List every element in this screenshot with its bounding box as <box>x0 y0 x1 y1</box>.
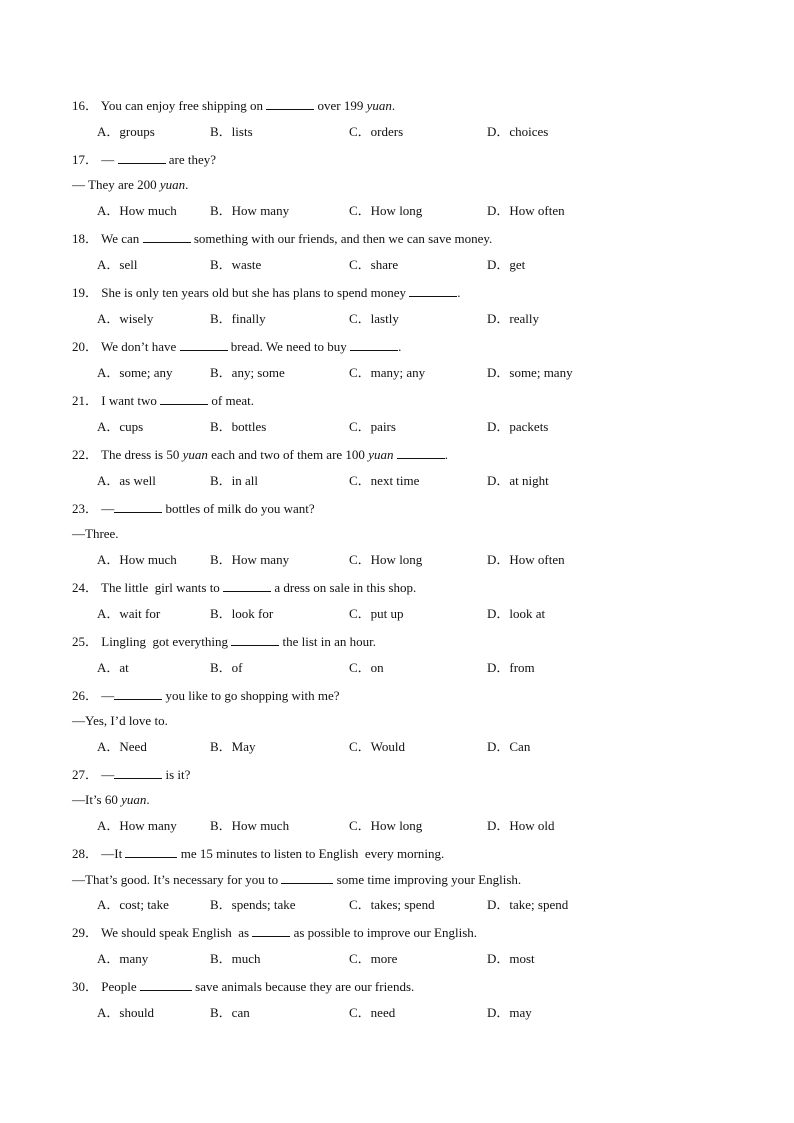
question-number: 20． <box>72 339 102 354</box>
option-b[interactable]: B．any; some <box>210 365 285 380</box>
stem-text: some time improving your English. <box>333 872 522 887</box>
options-row <box>97 660 737 676</box>
option-c[interactable]: C．pairs <box>349 419 396 434</box>
question-17 <box>72 151 216 168</box>
question-22 <box>72 446 448 463</box>
option-d[interactable]: D．from <box>487 660 535 675</box>
option-b[interactable]: B．lists <box>210 124 253 139</box>
stem-text: you like to go shopping with me? <box>162 688 340 703</box>
currency-word: yuan <box>366 98 392 113</box>
stem-text: —That’s good. It’s necessary for you to <box>72 872 282 887</box>
question-number: 22． <box>72 447 102 462</box>
answer-blank <box>114 687 162 700</box>
option-d[interactable]: D．How often <box>487 203 565 218</box>
stem-text: the list in an hour. <box>279 634 377 649</box>
stem-text: She is only ten years old but she has plans to spend money <box>101 285 410 300</box>
option-a[interactable]: A．How much <box>97 552 177 567</box>
options-row <box>97 552 737 568</box>
question-26 <box>72 687 340 704</box>
answer-blank <box>114 500 162 513</box>
dialogue-reply <box>72 177 188 193</box>
answer-blank <box>252 924 290 937</box>
answer-blank <box>180 338 228 351</box>
option-d[interactable]: D．get <box>487 257 526 272</box>
answer-blank <box>409 284 457 297</box>
options-row <box>97 124 737 140</box>
dialogue-reply <box>72 871 521 888</box>
option-c[interactable]: C．need <box>349 1005 396 1020</box>
answer-blank <box>397 446 445 459</box>
stem-text: . <box>146 792 150 807</box>
options-row <box>97 419 737 435</box>
stem-text: save animals because they are our friends. <box>191 979 415 994</box>
option-c[interactable]: C．How long <box>349 818 423 833</box>
dialogue-reply <box>72 713 168 729</box>
currency-word: yuan <box>159 177 186 192</box>
answer-blank <box>118 151 166 164</box>
options-row <box>97 203 737 219</box>
question-number: 21． <box>72 393 102 408</box>
option-d[interactable]: D．at night <box>487 473 549 488</box>
stem-text: . <box>391 98 396 113</box>
option-a[interactable]: A．How much <box>97 203 177 218</box>
currency-word: yuan <box>368 447 394 462</box>
options-row <box>97 311 737 327</box>
question-19 <box>72 284 461 301</box>
stem-text: a dress on sale in this shop. <box>271 580 417 595</box>
stem-text: — <box>101 152 118 167</box>
stem-text: as possible to improve our English. <box>290 925 478 940</box>
answer-blank <box>281 871 333 884</box>
option-c[interactable]: C．takes; spend <box>349 897 435 912</box>
stem-text: is it? <box>162 767 191 782</box>
option-c[interactable]: C．lastly <box>349 311 399 326</box>
stem-text: — <box>101 767 115 782</box>
option-b[interactable]: B．How much <box>210 818 290 833</box>
stem-text: We should speak English as <box>101 925 253 940</box>
question-25 <box>72 633 376 650</box>
question-number: 17． <box>72 152 102 167</box>
stem-text: bread. We need to buy <box>227 339 351 354</box>
question-number: 29． <box>72 925 102 940</box>
option-b[interactable]: B．May <box>210 739 256 754</box>
dialogue-reply <box>72 526 119 542</box>
stem-text: —It’s 60 <box>72 792 122 807</box>
option-b[interactable]: B．much <box>210 951 261 966</box>
option-b[interactable]: B．of <box>210 660 243 675</box>
stem-text: over 199 <box>314 98 367 113</box>
options-row <box>97 897 737 913</box>
question-18 <box>72 230 492 247</box>
question-27 <box>72 766 190 783</box>
question-number: 16． <box>72 98 101 113</box>
question-number: 25． <box>72 634 102 649</box>
option-b[interactable]: B．spends; take <box>210 897 296 912</box>
stem-text: We can <box>101 231 143 246</box>
question-16 <box>72 97 395 114</box>
question-number: 18． <box>72 231 102 246</box>
option-b[interactable]: B．can <box>210 1005 250 1020</box>
question-number: 27． <box>72 767 102 782</box>
stem-text: . <box>185 177 189 192</box>
option-a[interactable]: A．should <box>97 1005 155 1020</box>
option-a[interactable]: A．cost; take <box>97 897 169 912</box>
answer-blank <box>125 845 177 858</box>
stem-text: People <box>101 979 140 994</box>
options-row <box>97 951 737 967</box>
options-row <box>97 365 737 381</box>
question-20 <box>72 338 401 355</box>
dialogue-reply <box>72 792 150 808</box>
answer-blank <box>223 579 271 592</box>
stem-text: The dress is 50 <box>101 447 183 462</box>
stem-text: — They are 200 <box>72 177 160 192</box>
question-30 <box>72 978 414 995</box>
answer-blank <box>140 978 192 991</box>
option-a[interactable]: A．Need <box>97 739 147 754</box>
question-number: 28． <box>72 846 102 861</box>
option-b[interactable]: B．look for <box>210 606 274 621</box>
stem-text: I want two <box>101 393 161 408</box>
option-b[interactable]: B．finally <box>210 311 266 326</box>
stem-text: . <box>398 339 402 354</box>
option-a[interactable]: A．cups <box>97 419 144 434</box>
option-c[interactable]: C．share <box>349 257 399 272</box>
option-d[interactable]: D．take; spend <box>487 897 569 912</box>
question-number: 19． <box>72 285 102 300</box>
stem-text: . <box>457 285 461 300</box>
option-a[interactable]: A．at <box>97 660 129 675</box>
stem-text: me 15 minutes to listen to English every morning. <box>177 846 445 861</box>
stem-text: You can enjoy free shipping on <box>100 98 267 113</box>
question-24 <box>72 579 416 596</box>
stem-text: — <box>101 501 115 516</box>
currency-word: yuan <box>182 447 208 462</box>
option-c[interactable]: C．Would <box>349 739 406 754</box>
options-row <box>97 606 737 622</box>
option-c[interactable]: C．many; any <box>349 365 426 380</box>
answer-blank <box>114 766 162 779</box>
stem-text: of meat. <box>208 393 254 408</box>
option-d[interactable]: D．How old <box>487 818 555 833</box>
options-row <box>97 1005 737 1021</box>
stem-text: bottles of milk do you want? <box>162 501 315 516</box>
option-d[interactable]: D．may <box>487 1005 532 1020</box>
stem-text: — <box>101 688 115 703</box>
options-row <box>97 739 737 755</box>
option-b[interactable]: B．How many <box>210 552 290 567</box>
answer-blank <box>350 338 398 351</box>
options-row <box>97 473 737 489</box>
options-row <box>97 257 737 273</box>
answer-blank <box>143 230 191 243</box>
question-number: 23． <box>72 501 102 516</box>
stem-text: We don’t have <box>101 339 180 354</box>
option-a[interactable]: A．some; any <box>97 365 173 380</box>
option-d[interactable]: D．most <box>487 951 535 966</box>
option-c[interactable]: C．How long <box>349 552 423 567</box>
question-number: 24． <box>72 580 102 595</box>
option-c[interactable]: C．orders <box>349 124 404 139</box>
stem-text: . <box>444 447 448 462</box>
option-a[interactable]: A．groups <box>97 124 155 139</box>
stem-text: The little girl wants to <box>101 580 224 595</box>
stem-text: Lingling got everything <box>101 634 232 649</box>
option-c[interactable]: C．How long <box>349 203 423 218</box>
option-d[interactable]: D．packets <box>487 419 549 434</box>
option-d[interactable]: D．really <box>487 311 539 326</box>
option-b[interactable]: B．How many <box>210 203 290 218</box>
option-d[interactable]: D．How often <box>487 552 565 567</box>
option-c[interactable]: C．next time <box>349 473 420 488</box>
option-b[interactable]: B．waste <box>210 257 262 272</box>
question-number: 26． <box>72 688 102 703</box>
stem-text: are they? <box>165 152 217 167</box>
option-b[interactable]: B．bottles <box>210 419 267 434</box>
stem-text: —It <box>101 846 126 861</box>
option-a[interactable]: A．as well <box>97 473 156 488</box>
stem-text: —Three. <box>72 526 119 541</box>
option-a[interactable]: A．many <box>97 951 149 966</box>
option-d[interactable]: D．look at <box>487 606 546 621</box>
question-21 <box>72 392 254 409</box>
question-28 <box>72 845 444 862</box>
option-b[interactable]: B．in all <box>210 473 259 488</box>
option-c[interactable]: C．on <box>349 660 384 675</box>
options-row <box>97 818 737 834</box>
option-a[interactable]: A．sell <box>97 257 138 272</box>
option-d[interactable]: D．Can <box>487 739 531 754</box>
currency-word: yuan <box>121 792 147 807</box>
stem-text: something with our friends, and then we can save money. <box>190 231 493 246</box>
option-d[interactable]: D．choices <box>487 124 549 139</box>
question-number: 30． <box>72 979 102 994</box>
question-23 <box>72 500 315 517</box>
answer-blank <box>231 633 279 646</box>
answer-blank <box>160 392 208 405</box>
option-a[interactable]: A．wait for <box>97 606 161 621</box>
stem-text: —Yes, I’d love to. <box>72 713 168 728</box>
option-a[interactable]: A．How many <box>97 818 177 833</box>
option-a[interactable]: A．wisely <box>97 311 154 326</box>
answer-blank <box>266 97 314 110</box>
option-c[interactable]: C．more <box>349 951 398 966</box>
option-c[interactable]: C．put up <box>349 606 404 621</box>
question-29 <box>72 924 477 941</box>
stem-text: each and two of them are 100 <box>207 447 369 462</box>
option-d[interactable]: D．some; many <box>487 365 573 380</box>
